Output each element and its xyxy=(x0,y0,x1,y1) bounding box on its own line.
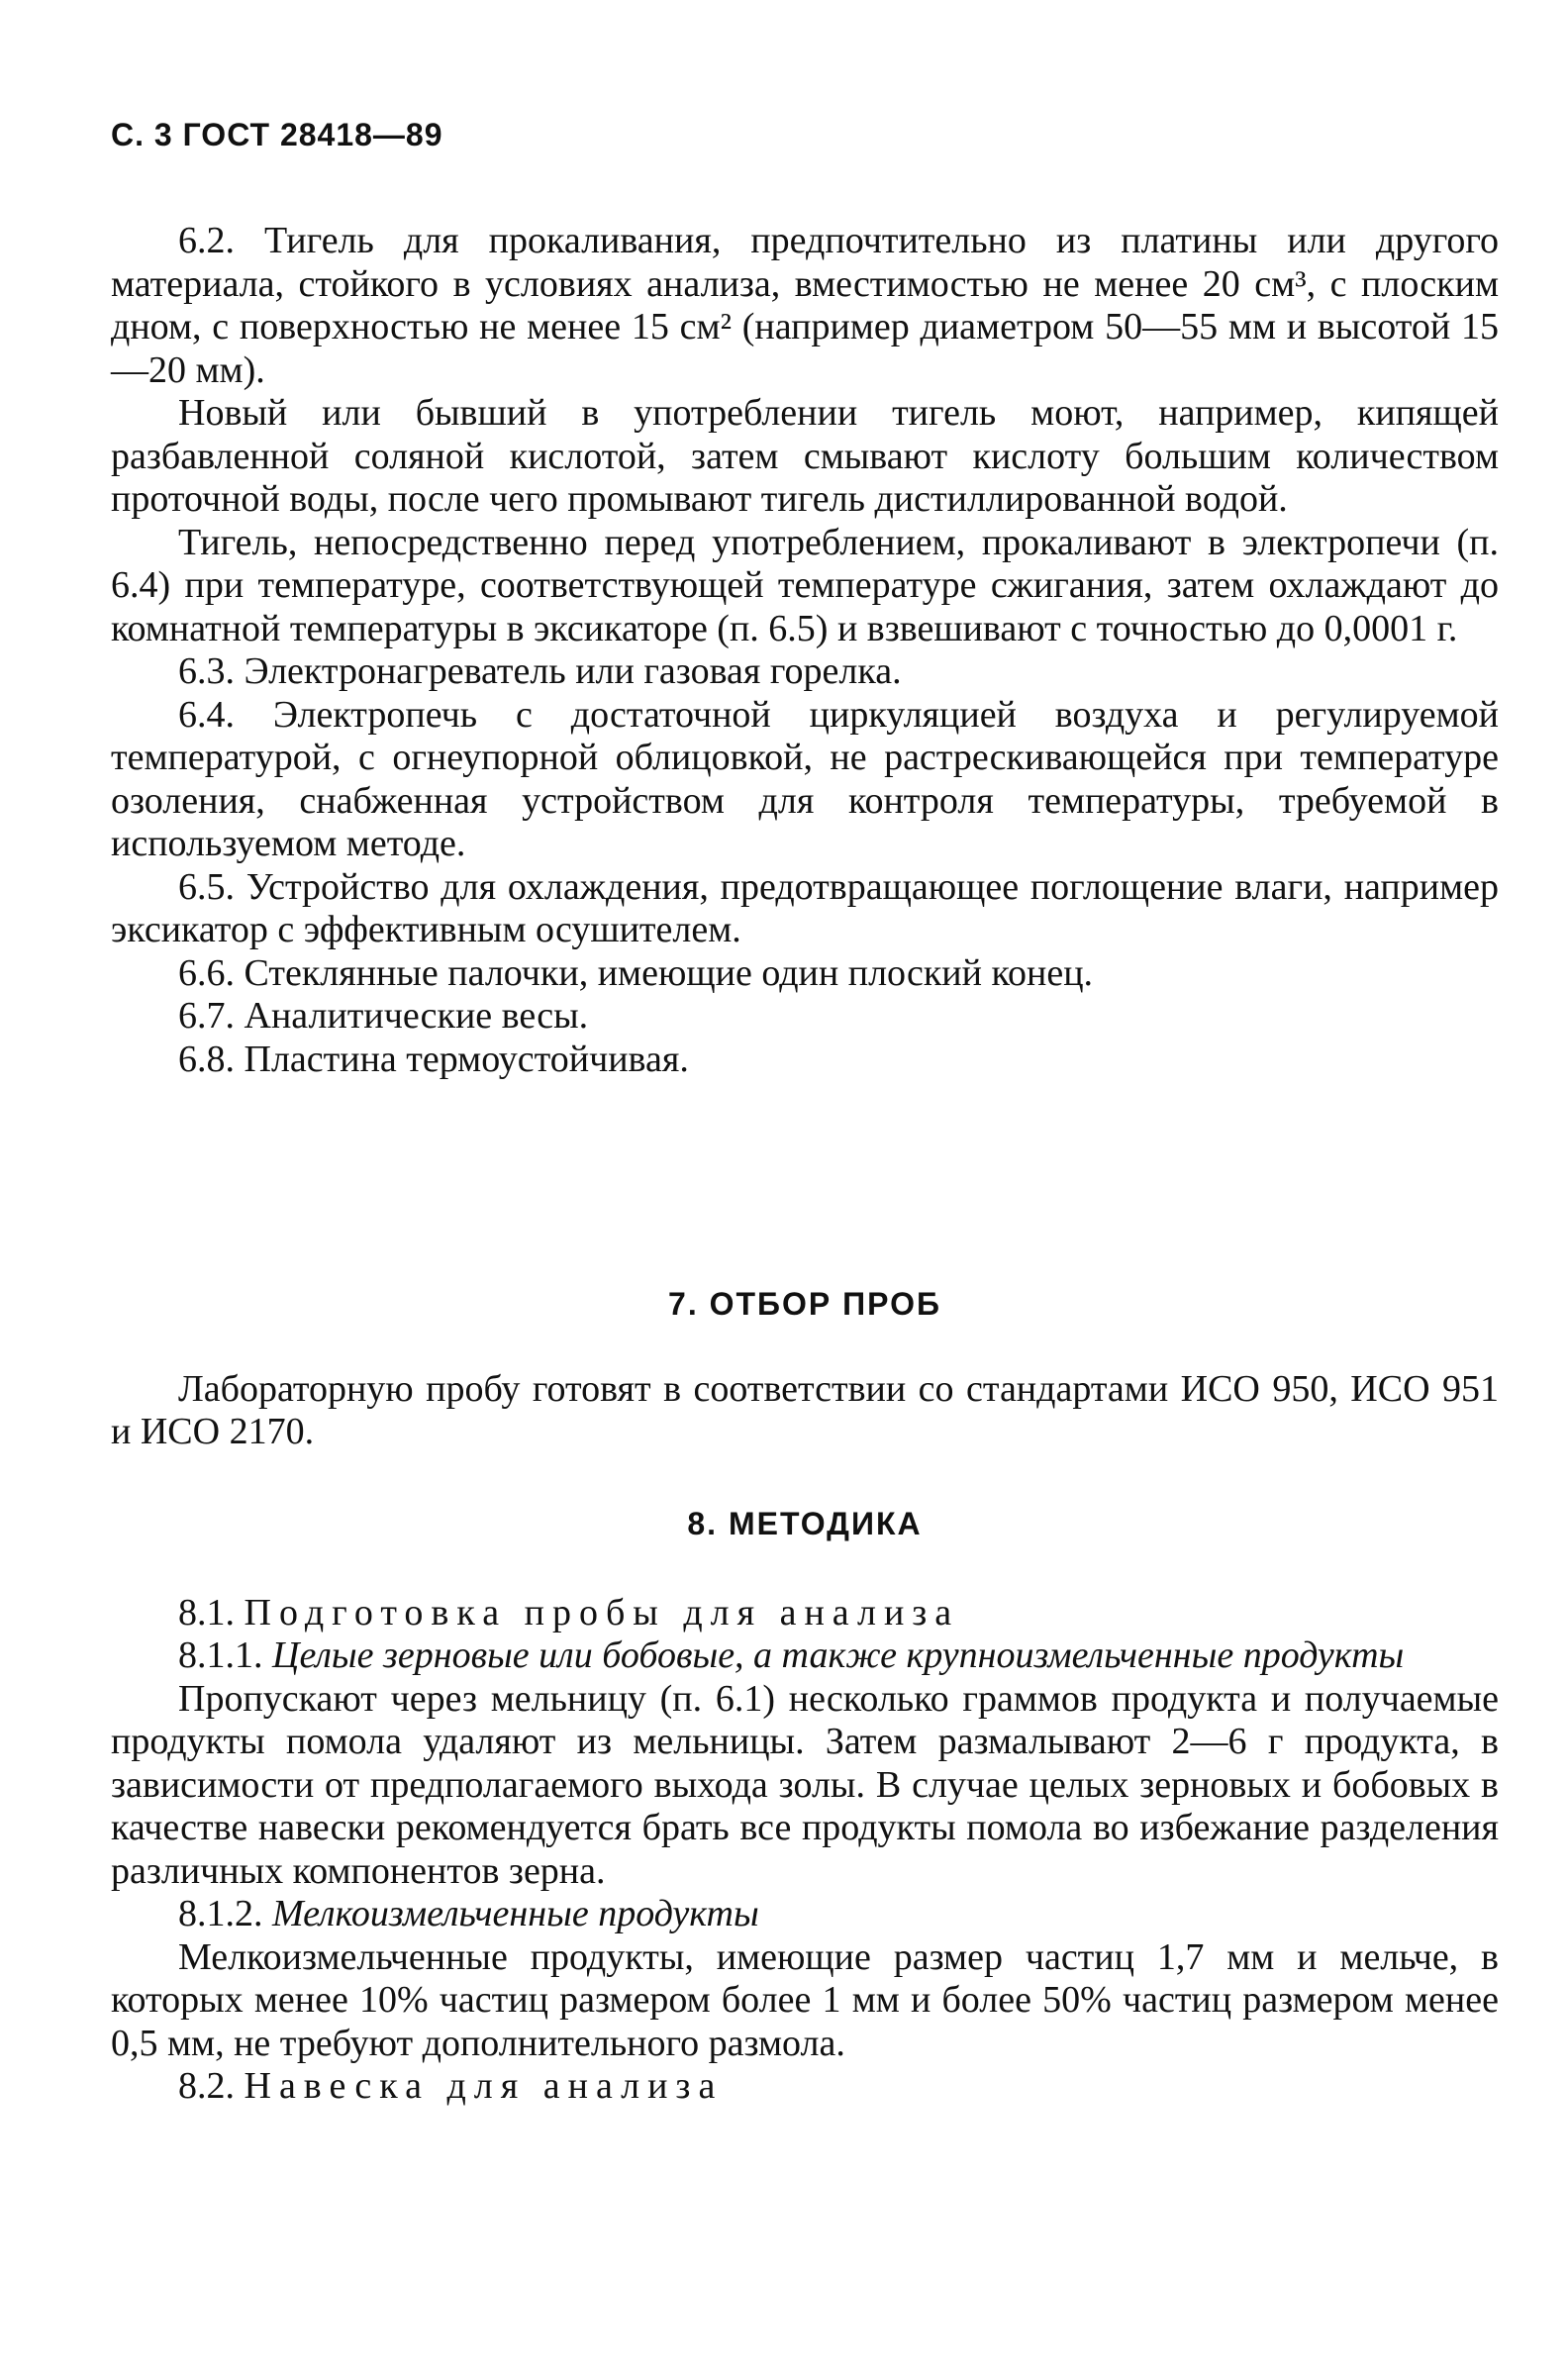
para-8-1-title: Подготовка пробы для анализа xyxy=(244,1591,960,1634)
para-6-4: 6.4. Электропечь с достаточной циркуляцией воздуха и регулируемой температурой, с огнеупорной облицовкой, не растрескивающейся при температуре озоления, снабженная устройством для контроля температуры, требуемой в используемом методе. xyxy=(111,693,1499,864)
para-8-1-number: 8.1. xyxy=(178,1591,235,1634)
para-8-2-number: 8.2. xyxy=(178,2065,235,2107)
para-8-2-title: Навеска для анализа xyxy=(244,2065,724,2107)
para-8-1-2-text: Мелкоизмельченные продукты, имеющие размер частиц 1,7 мм и мельче, в которых менее 10% частиц размером более 1 мм и более 50% частиц размером менее 0,5 мм, не требуют дополнительного размола. xyxy=(111,1935,1499,2064)
page-header: С. 3 ГОСТ 28418—89 xyxy=(111,117,443,152)
section-7-text: Лабораторную пробу готовят в соответствии со стандартами ИСО 950, ИСО 951 и ИСО 2170. xyxy=(111,1367,1499,1452)
para-8-1-1-text: Пропускают через мельницу (п. 6.1) несколько граммов продукта и получаемые продукты помола удаляют из мельницы. Затем размалывают 2—6 г продукта, в зависимости от предполагаемого выхода золы. В случае целых зерновых и бобовых в качестве навески рекомендуется брать все продукты помола во избежание разделения различных компонентов зерна. xyxy=(111,1677,1499,1892)
para-8-1-2-heading xyxy=(111,1893,1499,1936)
para-8-1-2-number: 8.1.2. xyxy=(178,1893,263,1934)
para-crucible-calcine: Тигель, непосредственно перед употреблением, прокаливают в электропечи (п. 6.4) при температуре, соответствующей температуре сжигания, затем охлаждают до комнатной температуры в эксикаторе (п. 6.5) и взвешивают с точностью до 0,0001 г. xyxy=(111,521,1499,649)
section-8 xyxy=(111,1503,1499,2109)
para-8-2 xyxy=(111,2065,1499,2109)
para-6-3: 6.3. Электронагреватель или газовая горелка. xyxy=(178,650,902,692)
section-8-title: 8. МЕТОДИКА xyxy=(687,1506,923,1541)
para-6-6: 6.6. Стеклянные палочки, имеющие один плоский конец. xyxy=(178,951,1094,994)
para-6-8: 6.8. Пластина термоустойчивая. xyxy=(178,1038,689,1080)
section-7-title: 7. ОТБОР ПРОБ xyxy=(668,1286,941,1322)
section-7 xyxy=(111,1283,1499,1454)
para-8-1 xyxy=(111,1592,1499,1635)
equipment-section-6 xyxy=(111,220,1499,1081)
para-6-5: 6.5. Устройство для охлаждения, предотвращающее поглощение влаги, например эксикатор с эффективным осушителем. xyxy=(111,865,1499,950)
para-6-7: 6.7. Аналитические весы. xyxy=(178,995,589,1037)
para-8-1-1-heading xyxy=(111,1634,1499,1678)
para-6-2: 6.2. Тигель для прокаливания, предпочтительно из платины или другого материала, стойкого в условиях анализа, вместимостью не менее 20 см³, с плоским дном, с поверхностью не менее 15 см² (например диаметром 50—55 мм и высотой 15—20 мм). xyxy=(111,220,1499,391)
para-crucible-wash: Новый или бывший в употреблении тигель моют, например, кипящей разбавленной соляной кислотой, затем смывают кислоту большим количеством проточной воды, после чего промывают тигель дистиллированной водой. xyxy=(111,392,1499,520)
para-8-1-1-number: 8.1.1. xyxy=(178,1634,263,1676)
para-8-1-1-title: Целые зерновые или бобовые, а также крупноизмельченные продукты xyxy=(272,1634,1405,1676)
para-8-1-2-title: Мелкоизмельченные продукты xyxy=(272,1893,759,1934)
